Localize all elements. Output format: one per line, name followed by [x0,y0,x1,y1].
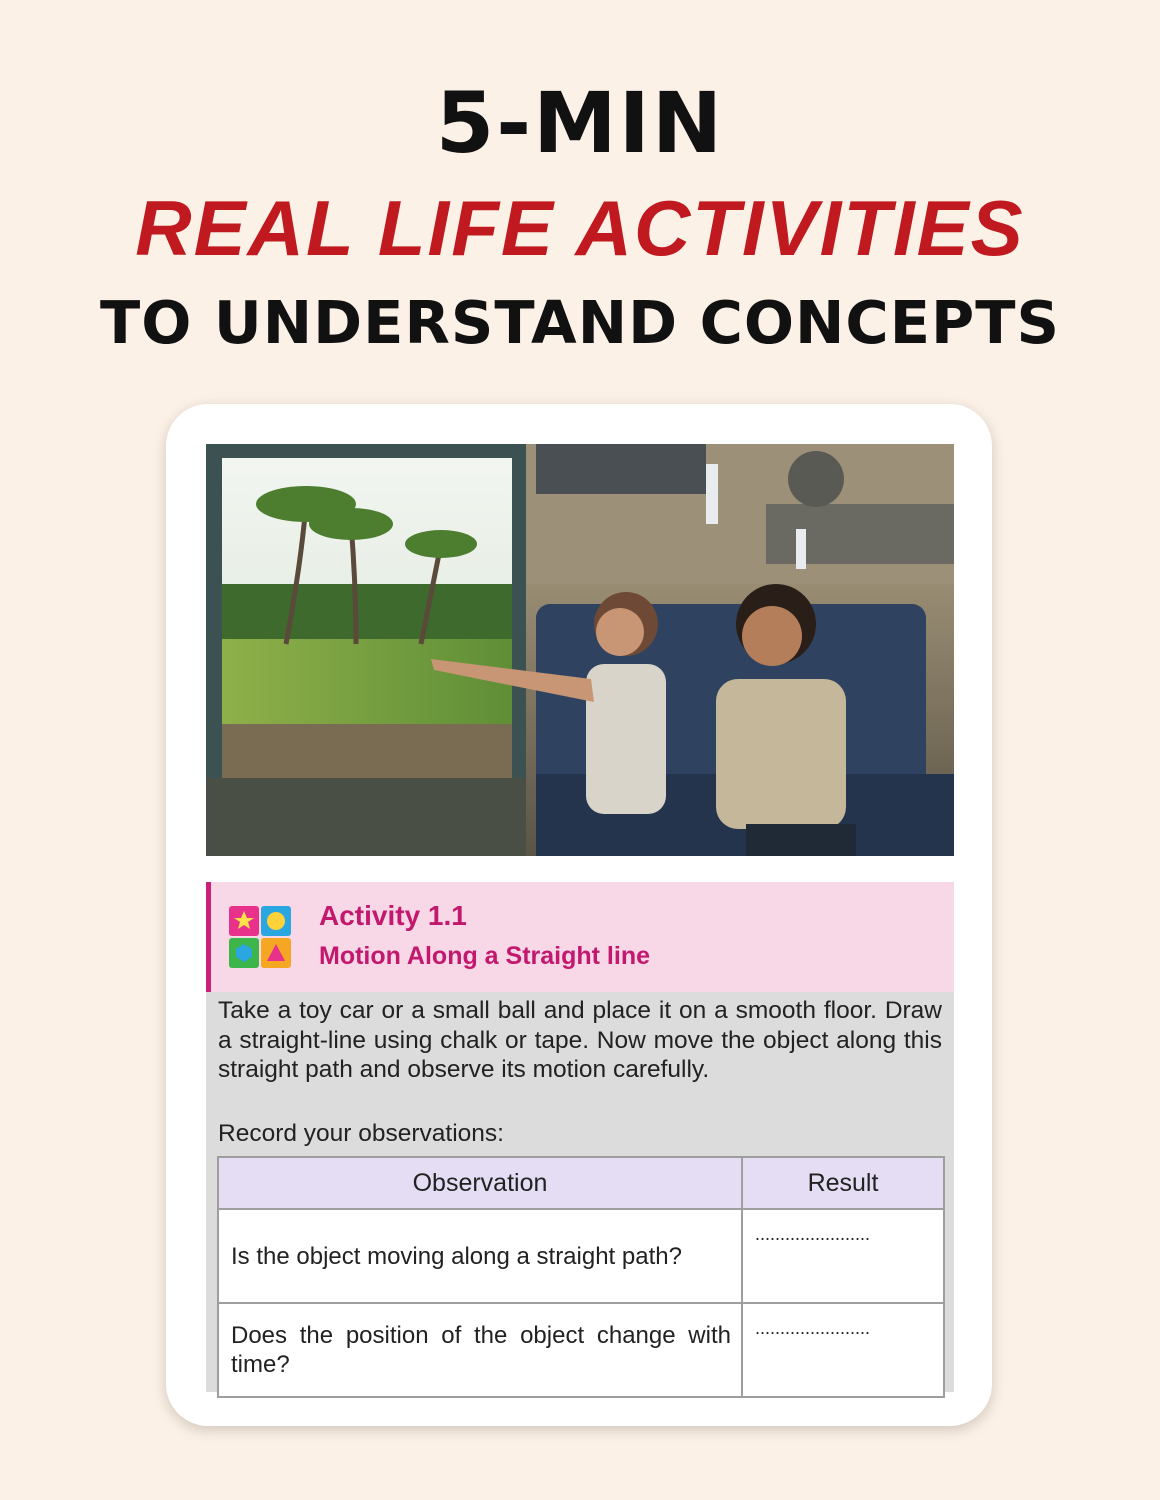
activity-box [206,882,954,1392]
column-header-result: Result [742,1157,944,1209]
activity-header [206,882,954,992]
table-header-row [218,1157,944,1209]
headline-bottom: TO UNDERSTAND CONCEPTS [99,288,1061,357]
observation-cell: Does the position of the object change with time? [218,1303,742,1397]
record-prompt: Record your observations: [218,1120,504,1147]
activity-number: Activity 1.1 [319,900,467,931]
table-row [218,1209,944,1303]
result-blank: ....................... [742,1303,944,1397]
activity-card [166,404,992,1426]
observation-cell: Is the object moving along a straight path? [218,1209,742,1303]
result-blank: ....................... [742,1209,944,1303]
shapes-blocks-icon [227,904,293,970]
observation-table [217,1156,945,1398]
train-photo [206,444,954,856]
activity-instructions: Take a toy car or a small ball and place it on a smooth floor. Draw a straight-line using chalk or tape. Now move the object along this straight path and observe its motion carefully. [218,997,942,1083]
headline-middle: REAL LIFE ACTIVITIES [135,184,1025,272]
activity-title: Motion Along a Straight line [319,942,650,970]
column-header-observation: Observation [218,1157,742,1209]
table-row [218,1303,944,1397]
headline-top: 5-MIN [435,74,725,172]
